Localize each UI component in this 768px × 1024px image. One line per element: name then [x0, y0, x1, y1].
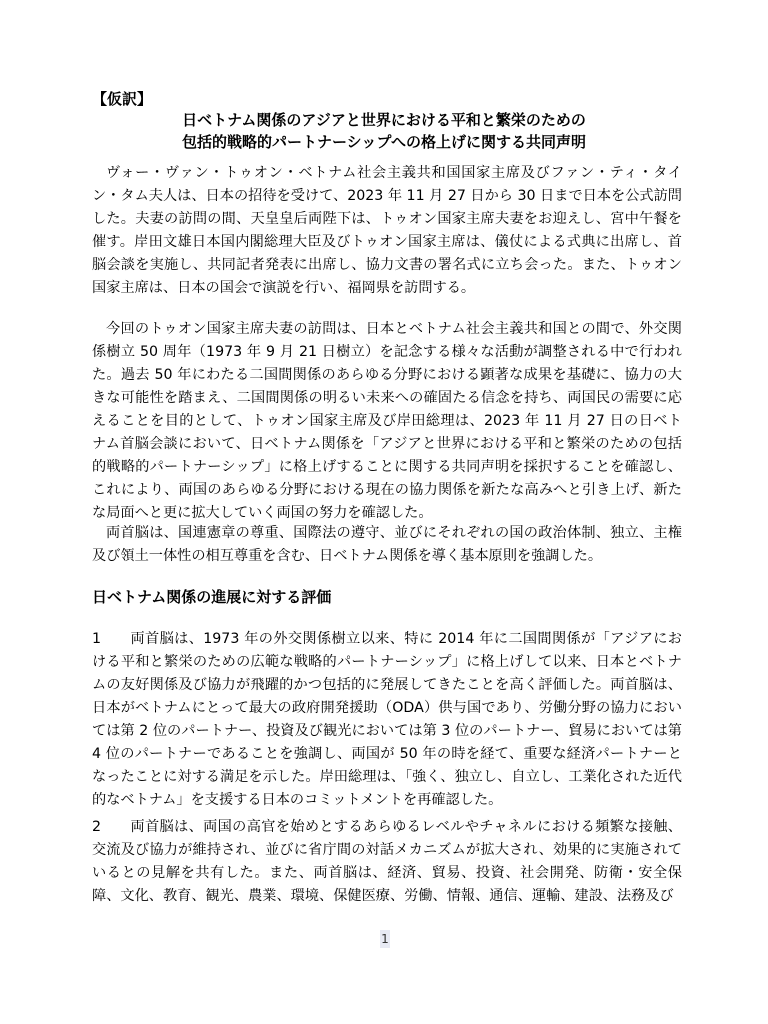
principles-paragraph: 両首脳は、国連憲章の尊重、国際法の遵守、並びにそれぞれの国の政治体制、独立、主権及び領土一体性の相互尊重を含む、日ベトナム関係を導く基本原則を強調した。 — [92, 525, 682, 564]
document-title-line-2: 包括的戦略的パートナーシップへの格上げに関する共同声明 — [181, 133, 587, 151]
visit-paragraph: 今回のトゥオン国家主席夫妻の訪問は、日本とベトナム社会主義共和国との間で、外交関係樹立 50 周年（1973 年 9 月 21 日樹立）を記念する様々な活動が調整される中で行われた。過去 50 年にわたる二国間関係のあらゆる分野における顕著な成果を基礎に、協力の大きな可能性を踏まえ、二国間関係の明るい未来への確固たる信念を持ち、両国民の需要に応えることを目的として、トゥオン国家主席及び岸田総理は、2023 年 11 月 27 日の日ベトナム首脳会談において、日ベトナム関係を「アジアと世界における平和と繁栄のための包括的戦略的パートナーシップ」に格上げすることに関する共同声明を採択することを確認し、これにより、両国のあらゆる分野における現在の協力関係を新たな高みへと引き上げ、新たな局面へと更に拡大していく両国の努力を確認した。 — [92, 321, 682, 521]
page-number: 1 — [381, 932, 389, 946]
section-heading: 日ベトナム関係の進展に対する評価 — [92, 588, 332, 606]
item-2-paragraph: 2 両首脳は、両国の高官を始めとするあらゆるレベルやチャネルにおける頻繁な接触、交流及び協力が維持され、並びに省庁間の対話メカニズムが拡大され、効果的に実施されているとの見解を共有した。また、両首脳は、経済、貿易、投資、社会開発、防衛・安全保障、文化、教育、観光、農業、環境、保健医療、労働、情報、通信、運輸、建設、法務及び — [92, 819, 682, 904]
item-1-paragraph: 1 両首脳は、1973 年の外交関係樹立以来、特に 2014 年に二国間関係が「アジアにおける平和と繁栄のための広範な戦略的パートナーシップ」に格上げして以来、日本とベトナムの友好関係及び協力が飛躍的かつ包括的に発展してきたことを高く評価した。両首脳は、日本がベトナムにとって最大の政府開発援助（ODA）供与国であり、労働分野の協力においては第 2 位のパートナー、投資及び観光においては第 3 位のパートナー、貿易においては第 4 位のパートナーであることを強調し、両国が 50 年の時を経て、重要な経済パートナーとなったことに対する満足を示した。岸田総理は、「強く、独立し、自立し、工業化された近代的なベトナム」を支援する日本のコミットメントを再確認した。 — [92, 631, 682, 808]
provisional-translation-tag: 【仮訳】 — [92, 90, 153, 108]
document-title-line-1: 日ベトナム関係のアジアと世界における平和と繁栄のための — [182, 111, 586, 129]
intro-paragraph: ヴォー・ヴァン・トゥオン・ベトナム社会主義共和国国家主席及びファン・ティ・タイン・タム夫人は、日本の招待を受けて、2023 年 11 月 27 日から 30 日まで日本を公式訪問した。夫妻の訪問の間、天皇皇后両陛下は、トゥオン国家主席夫妻をお迎えし、宮中午餐を催す。岸田文雄日本国内閣総理大臣及びトゥオン国家主席は、儀仗による式典に出席し、首脳会談を実施し、共同記者発表に出席し、協力文書の署名式に立ち会った。また、トゥオン国家主席は、日本の国会で演説を行い、福岡県を訪問する。 — [92, 165, 682, 296]
